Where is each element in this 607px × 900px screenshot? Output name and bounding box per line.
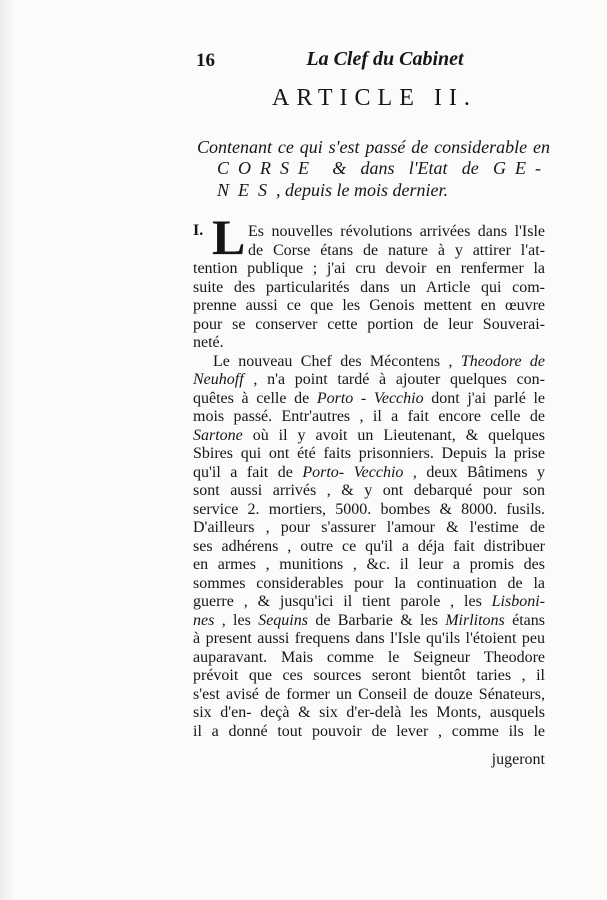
- text-line: [248, 241, 545, 260]
- subtitle-segment: GE-: [493, 158, 550, 178]
- text-line: [193, 555, 545, 574]
- italic-text: nes: [193, 611, 215, 629]
- subtitle-line: [217, 179, 448, 201]
- running-title: La Clef du Cabinet: [306, 48, 464, 70]
- subtitle-segment: , depuis le mois dernier.: [276, 180, 448, 200]
- subtitle-line: [197, 136, 550, 158]
- text-segment: sommes considerables pour la continuation de la: [193, 574, 545, 592]
- text-segment: de Corse étans de nature à y attirer l'at-: [248, 241, 545, 259]
- italic-text: Theodore de: [460, 352, 545, 370]
- subtitle-segment: CORSE: [217, 158, 318, 178]
- text-segment: suite des particularités dans un Article qui com-: [193, 278, 545, 296]
- text-segment: prévoit que ces sources seront bientôt taries , il: [193, 667, 545, 684]
- italic-text: Neuhoff: [193, 371, 244, 388]
- text-segment: service 2. mortiers, 5000. bombes & 8000. fusils.: [193, 500, 545, 518]
- text-segment: à present aussi frequens dans l'Isle qu'ils l'étoient peu: [193, 630, 545, 647]
- text-line: [193, 463, 545, 482]
- text-line: [193, 685, 545, 704]
- italic-text: Lisboni-: [491, 593, 545, 610]
- text-segment: , n'a point tardé à ajouter quelques con-: [243, 371, 545, 388]
- text-segment: , les: [214, 611, 259, 629]
- text-line: [248, 222, 545, 241]
- text-segment: sont aussi arrivés , & y ont debarqué pour son: [193, 482, 545, 499]
- italic-text: Sequins: [258, 611, 308, 629]
- text-segment: guerre , & jusqu'ici il tient parole , les: [193, 593, 492, 610]
- text-segment: six d'en- deçà & six d'er-delà les Monts, ausquels: [193, 704, 545, 721]
- text-line: [193, 666, 545, 685]
- text-line: [193, 315, 545, 334]
- text-line: [193, 407, 545, 426]
- text-line: [213, 352, 545, 371]
- text-line: [193, 278, 545, 297]
- text-segment: ses adhérens , outre ce qu'il a déja fait distribuer: [193, 537, 545, 555]
- text-segment: en armes , munitions , &c. il leur a promis des: [193, 556, 545, 573]
- text-line: [193, 648, 545, 667]
- text-line: [193, 703, 545, 722]
- text-segment: pour se conserver cette portion de leur Souverai-: [193, 315, 545, 333]
- text-segment: de Barbarie & les: [307, 611, 446, 629]
- page-number: 16: [196, 50, 215, 71]
- text-line: [193, 750, 545, 769]
- text-segment: jugeront: [491, 751, 545, 768]
- text-segment: Le nouveau Chef des Mécontens ,: [213, 352, 461, 370]
- subtitle-segment: Contenant ce qui s'est passé de considerable en: [197, 137, 550, 157]
- text-line: [193, 259, 545, 278]
- text-line: [193, 444, 545, 463]
- text-segment: neté.: [193, 334, 224, 351]
- text-line: [193, 481, 545, 500]
- text-line: [193, 389, 545, 408]
- drop-cap: L: [212, 209, 246, 265]
- text-segment: auparavant. Mais comme le Seigneur Theodore: [193, 648, 545, 666]
- text-line: [193, 426, 545, 445]
- text-line: [193, 722, 545, 741]
- text-segment: mois passé. Entr'autres , il a fait encore celle de: [193, 408, 545, 425]
- text-line: [193, 592, 545, 611]
- subtitle-line: [217, 157, 550, 179]
- text-segment: qu'il a fait de: [193, 463, 303, 481]
- article-heading: ARTICLE II.: [272, 85, 477, 111]
- italic-text: Porto- Vecchio: [302, 463, 404, 481]
- text-segment: prenne aussi ce que les Genois mettent en œuvre: [193, 297, 545, 314]
- text-line: [193, 500, 545, 519]
- text-segment: dont j'ai parlé le: [423, 389, 545, 407]
- text-segment: étans: [504, 611, 546, 629]
- italic-text: Sartone: [193, 426, 243, 444]
- text-segment: il a donné tout pouvoir de lever , comme ils le: [193, 722, 545, 740]
- text-line: [193, 333, 545, 352]
- italic-text: Mirlitons: [445, 611, 505, 629]
- scan-edge-shadow: [0, 0, 14, 900]
- text-line: [193, 611, 545, 630]
- text-line: [193, 518, 545, 537]
- text-segment: Sbires qui ont été faits prisonniers. Depuis la prise: [193, 445, 545, 462]
- text-line: [193, 296, 545, 315]
- text-segment: Es nouvelles révolutions arrivées dans l'Isle: [248, 223, 545, 240]
- text-line: [193, 537, 545, 556]
- text-segment: quêtes à celle de: [193, 389, 317, 407]
- text-line: [193, 370, 545, 389]
- italic-text: Porto - Vecchio: [316, 389, 424, 407]
- text-segment: D'ailleurs , pour s'assurer l'amour & l'estime de: [193, 519, 545, 536]
- text-segment: , deux Bâtimens y: [403, 463, 546, 481]
- text-segment: s'est avisé de former un Conseil de douze Sénateurs,: [193, 685, 545, 703]
- text-segment: où il y avoit un Lieutenant, & quelques: [242, 426, 545, 444]
- subtitle-segment: NES: [217, 180, 277, 200]
- text-line: [193, 574, 545, 593]
- section-number: I.: [193, 222, 204, 239]
- text-segment: tention publique ; j'ai cru devoir en renfermer la: [193, 260, 545, 277]
- subtitle-segment: & dans l'Etat de: [318, 158, 493, 178]
- text-line: [193, 629, 545, 648]
